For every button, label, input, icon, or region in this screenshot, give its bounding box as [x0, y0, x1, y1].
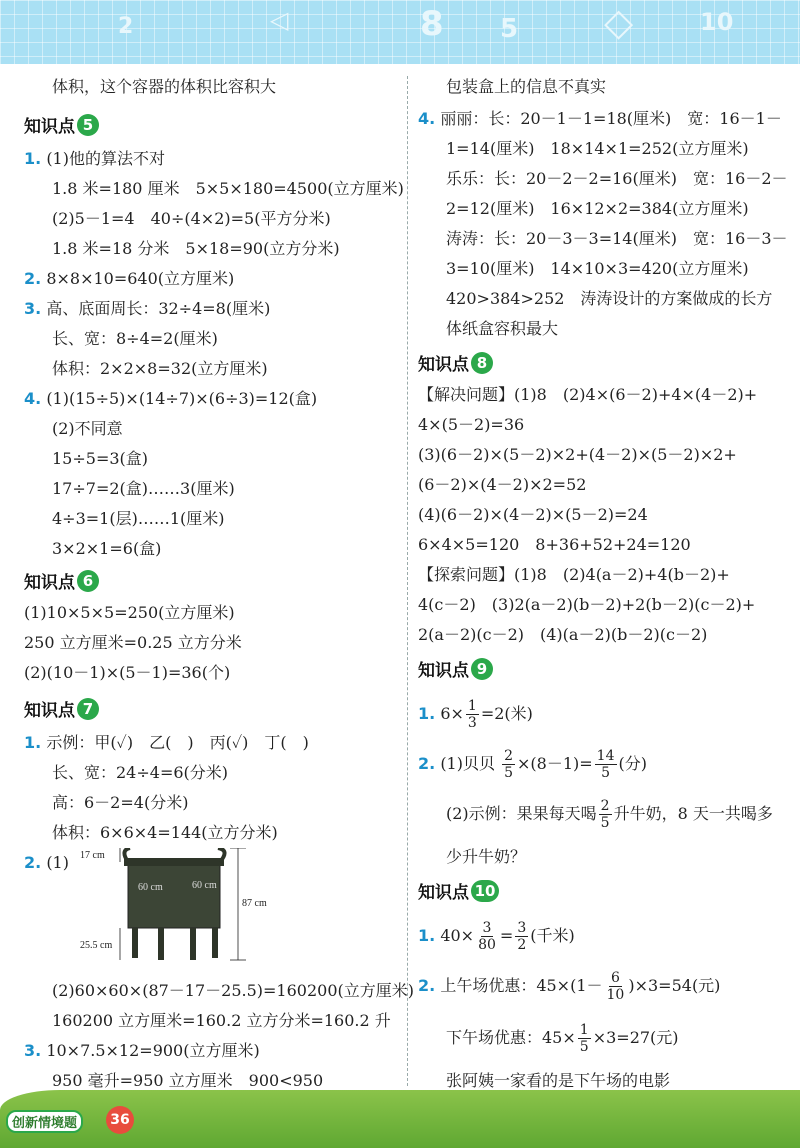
fraction	[578, 1022, 591, 1055]
denominator: 5	[601, 765, 611, 781]
answer-text: 6×	[440, 704, 464, 723]
question-number: 3.	[24, 1041, 42, 1060]
section-badge: 10	[471, 880, 499, 902]
answer-line: 体纸盒容积最大	[446, 319, 559, 338]
answer-line: (2)不同意	[52, 419, 123, 438]
section-badge: 8	[471, 352, 493, 374]
answer-text: 上午场优惠：45×(1－	[440, 976, 603, 995]
section-badge: 6	[77, 570, 99, 592]
answer-line: 15÷5=3(盒)	[52, 449, 149, 468]
answer-line: 【探索问题】(1)8 (2)4(a－2)+4(b－2)+	[418, 565, 730, 584]
question-number: 4.	[418, 109, 436, 128]
header-banner	[0, 0, 800, 64]
cauldron-leg	[190, 928, 196, 960]
answer-line: 420>384>252 涛涛设计的方案做成的长方	[446, 289, 773, 308]
question-number: 1.	[418, 926, 436, 945]
answer-line: 17÷7=2(盒)……3(厘米)	[52, 479, 235, 498]
answer-line: 250 立方厘米=0.25 立方分米	[24, 633, 242, 652]
section-label: 知识点	[24, 117, 75, 137]
answer-text: )×3=54(元)	[628, 976, 721, 995]
answer-text: (1)(15÷5)×(14÷7)×(6÷3)=12(盒)	[46, 389, 318, 408]
section-label: 知识点	[24, 573, 75, 593]
answer-line	[24, 298, 270, 320]
answer-text: (分)	[618, 754, 647, 773]
denominator: 3	[467, 715, 477, 731]
fraction	[515, 920, 528, 953]
answer-line: 160200 立方厘米=160.2 立方分米=160.2 升	[52, 1011, 391, 1030]
fraction	[595, 748, 617, 781]
numerator: 3	[482, 920, 492, 936]
label-17cm: 17 cm	[80, 850, 105, 861]
answer-text: (千米)	[530, 926, 575, 945]
denominator: 5	[600, 815, 610, 831]
answer-text: 示例：甲(✓) 乙( ) 丙(✓) 丁( )	[46, 733, 309, 752]
answer-line: 少升牛奶？	[446, 847, 527, 866]
question-number: 2.	[24, 269, 42, 288]
numerator: 1	[579, 1022, 589, 1038]
answer-line: (4)(6－2)×(4－2)×(5－2)=24	[418, 505, 648, 524]
answer-text: (1)	[46, 853, 69, 872]
text-line: 体积，这个容器的体积比容积大	[52, 77, 277, 96]
answer-line: 3=10(厘米) 14×10×3=420(立方厘米)	[446, 259, 749, 278]
denominator: 5	[504, 765, 513, 781]
cauldron-leg	[158, 928, 164, 960]
answer-line: 高：6－2=4(分米)	[52, 793, 189, 812]
answer-line	[418, 968, 720, 1004]
answer-line	[446, 796, 773, 832]
denominator: 2	[517, 937, 527, 953]
answer-line	[24, 852, 69, 874]
answer-text: 高、底面周长：32÷4=8(厘米)	[46, 299, 271, 318]
section-label: 知识点	[418, 883, 469, 903]
answer-line	[24, 1040, 260, 1062]
label-60cm-a: 60 cm	[138, 882, 163, 893]
answer-line: 6×4×5=120 8+36+52+24=120	[418, 535, 691, 554]
answer-text: 丽丽：长：20－1－1=18(厘米) 宽：16－1－	[440, 109, 782, 128]
question-number: 2.	[418, 754, 436, 773]
answer-text: 下午场优惠：45×	[446, 1028, 576, 1047]
answer-text: 40×	[440, 926, 475, 945]
answer-line: 长、宽：8÷4=2(厘米)	[52, 329, 218, 348]
answer-text: =	[499, 926, 514, 945]
question-number: 3.	[24, 299, 42, 318]
answer-line: (1)10×5×5=250(立方厘米)	[24, 603, 235, 622]
decor-digit: 2	[118, 14, 134, 39]
numerator: 1	[467, 698, 477, 714]
decor-digit: 8	[420, 4, 444, 44]
denominator: 80	[478, 937, 496, 953]
answer-text: 10×7.5×12=900(立方厘米)	[46, 1041, 260, 1060]
answer-line: 1.8 米=18 分米 5×18=90(立方分米)	[52, 239, 340, 258]
answer-text: (2)示例：果果每天喝	[446, 804, 597, 823]
answer-line: 2(a－2)(c－2) (4)(a－2)(b－2)(c－2)	[418, 625, 708, 644]
answer-text: 升牛奶，8 天一共喝多	[613, 804, 773, 823]
answer-line: 【解决问题】(1)8 (2)4×(6－2)+4×(4－2)+	[418, 385, 758, 404]
section-title-5	[24, 112, 99, 137]
answer-line: 4÷3=1(层)……1(厘米)	[52, 509, 225, 528]
denominator: 5	[579, 1039, 589, 1055]
answer-line: 涛涛：长：20－3－3=14(厘米) 宽：16－3－	[446, 229, 788, 248]
answer-line: 张阿姨一家看的是下午场的电影	[446, 1071, 671, 1090]
answer-line: 1.8 米=180 厘米 5×5×180=4500(立方厘米)	[52, 179, 404, 198]
column-divider	[407, 76, 408, 1086]
section-badge: 9	[471, 658, 493, 680]
cauldron-rim	[124, 858, 224, 866]
decor-digit: 10	[700, 8, 734, 36]
question-number: 1.	[24, 149, 42, 168]
text-line: 包装盒上的信息不真实	[446, 77, 607, 96]
question-number: 2.	[418, 976, 436, 995]
answer-text: ×3=27(元)	[592, 1028, 679, 1047]
section-title-8	[418, 350, 493, 375]
section-title-10	[418, 878, 499, 903]
decor-digit: 5	[500, 14, 519, 44]
numerator: 2	[600, 798, 610, 814]
section-title-7	[24, 696, 99, 721]
denominator: 10	[606, 987, 625, 1003]
question-number: 4.	[24, 389, 42, 408]
answer-line: 体积：6×6×4=144(立方分米)	[52, 823, 278, 842]
answer-line: 1=14(厘米) 18×14×1=252(立方厘米)	[446, 139, 749, 158]
answer-line	[446, 1020, 679, 1056]
answer-text: (1)贝贝	[440, 754, 495, 773]
question-number: 1.	[24, 733, 42, 752]
fraction	[476, 920, 498, 953]
numerator: 2	[504, 748, 513, 764]
answer-line: (3)(6－2)×(5－2)×2+(4－2)×(5－2)×2+	[418, 445, 737, 464]
cauldron-figure	[80, 848, 280, 968]
footer-label: 创新情境题	[6, 1110, 83, 1133]
answer-line	[418, 918, 575, 954]
answer-line	[418, 696, 533, 732]
answer-text: 8×8×10=640(立方厘米)	[46, 269, 235, 288]
label-60cm-b: 60 cm	[192, 880, 217, 891]
answer-line: 乐乐：长：20－2－2=16(厘米) 宽：16－2－	[446, 169, 788, 188]
answer-line: 2=12(厘米) 16×12×2=384(立方厘米)	[446, 199, 749, 218]
answer-line: 3×2×1=6(盒)	[52, 539, 162, 558]
answer-line: (6－2)×(4－2)×2=52	[418, 475, 587, 494]
section-title-9	[418, 656, 493, 681]
question-number: 1.	[418, 704, 436, 723]
answer-line	[418, 108, 782, 130]
answer-line: (2)60×60×(87－17－25.5)=160200(立方厘米)	[52, 981, 414, 1000]
answer-line: (2)5－1=4 40÷(4×2)=5(平方分米)	[52, 209, 331, 228]
section-label: 知识点	[418, 661, 469, 681]
numerator: 14	[596, 748, 615, 764]
answer-line: 长、宽：24÷4=6(分米)	[52, 763, 229, 782]
fraction	[502, 748, 515, 781]
section-label: 知识点	[418, 355, 469, 375]
answer-line	[24, 148, 165, 170]
section-badge: 5	[77, 114, 99, 136]
section-label: 知识点	[24, 701, 75, 721]
answer-line: 4(c－2) (3)2(a－2)(b－2)+2(b－2)(c－2)+	[418, 595, 756, 614]
cauldron-leg	[132, 928, 138, 958]
section-title-6	[24, 568, 99, 593]
answer-line	[418, 746, 647, 782]
fraction	[599, 798, 612, 831]
answer-line	[24, 268, 234, 290]
numerator: 6	[610, 970, 620, 986]
answer-line: 4×(5－2)=36	[418, 415, 525, 434]
answer-text: =2(米)	[480, 704, 533, 723]
answer-line	[24, 732, 309, 754]
decor-triangle: ◁	[270, 6, 289, 34]
decor-diamond: ◇	[604, 0, 634, 44]
section-badge: 7	[77, 698, 99, 720]
answer-line: 体积：2×2×8=32(立方厘米)	[52, 359, 268, 378]
label-87cm: 87 cm	[242, 898, 267, 909]
label-25-5cm: 25.5 cm	[80, 940, 113, 951]
answer-line: (2)(10－1)×(5－1)=36(个)	[24, 663, 231, 682]
cauldron-leg	[212, 928, 218, 958]
page-number: 36	[106, 1106, 134, 1134]
answer-line	[24, 388, 317, 410]
answer-text: (1)他的算法不对	[46, 149, 165, 168]
answer-line: 950 毫升=950 立方厘米 900<950	[52, 1071, 324, 1090]
fraction	[605, 970, 627, 1003]
answer-text: ×(8－1)=	[517, 754, 593, 773]
fraction	[466, 698, 479, 731]
question-number: 2.	[24, 853, 42, 872]
cauldron-body	[128, 862, 220, 928]
numerator: 3	[517, 920, 527, 936]
